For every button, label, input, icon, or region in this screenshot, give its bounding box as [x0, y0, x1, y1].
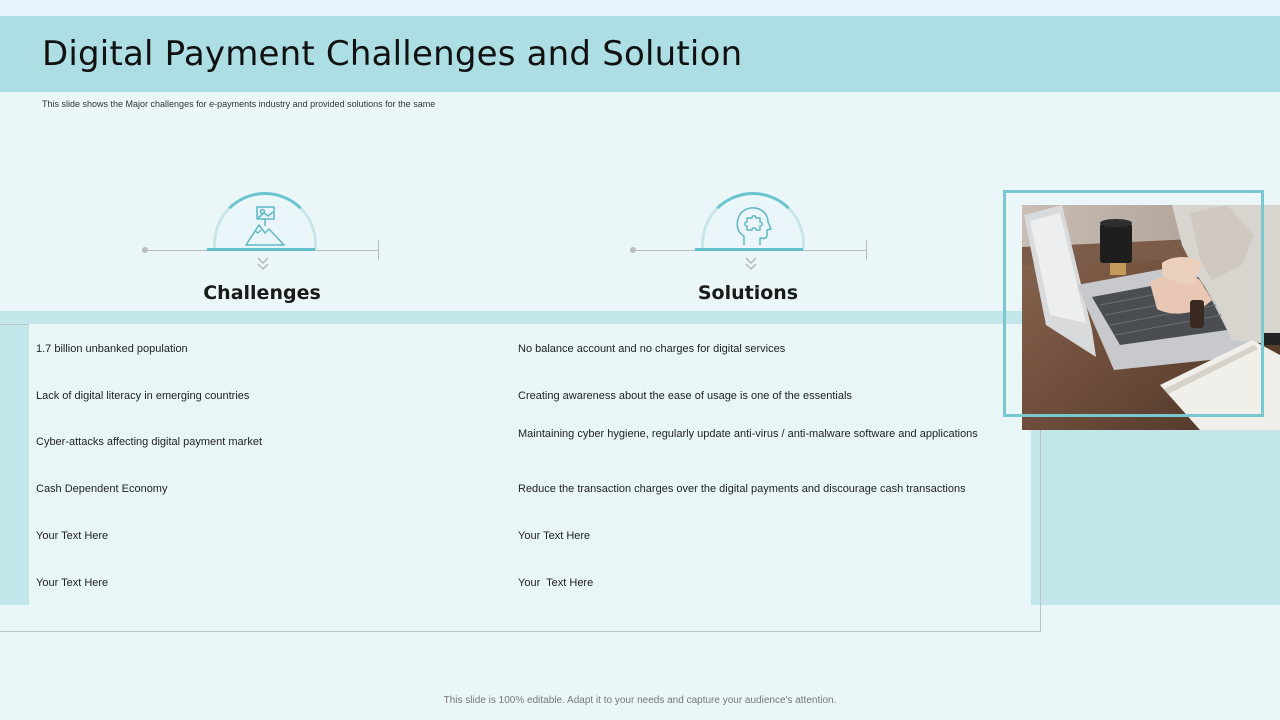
solution-text: Your Text Here: [518, 530, 591, 542]
challenge-text: Your Text Here: [36, 530, 109, 542]
chevron-down-icon: [744, 256, 758, 272]
chevron-down-icon: [256, 256, 270, 272]
challenge-text: Cyber-attacks affecting digital payment market: [36, 436, 263, 448]
content-card: [29, 324, 1031, 605]
solution-text: Creating awareness about the ease of usage is one of the essentials: [518, 390, 852, 402]
challenges-heading: Challenges: [203, 282, 321, 304]
challenges-badge: [145, 188, 385, 278]
solutions-heading: Solutions: [697, 282, 799, 304]
badge-accent-bar: [207, 248, 315, 251]
solution-text: Maintaining cyber hygiene, regularly update anti-virus / anti-malware software and applications: [518, 428, 978, 440]
badge-dot: [630, 247, 636, 253]
badge-tick: [378, 240, 379, 260]
solutions-badge: [633, 188, 873, 278]
slide-title: Digital Payment Challenges and Solution: [42, 34, 743, 74]
title-bar: [0, 16, 1280, 92]
photo-frame: [1003, 190, 1264, 417]
challenge-text: 1.7 billion unbanked population: [36, 343, 188, 355]
slide-subtitle: This slide shows the Major challenges for e-payments industry and provided solutions for the same: [42, 99, 436, 109]
badge-dot: [142, 247, 148, 253]
mountain-flag-icon: [243, 204, 287, 248]
badge-accent-bar: [695, 248, 803, 251]
badge-tick: [866, 240, 867, 260]
challenge-text: Cash Dependent Economy: [36, 483, 168, 495]
challenge-text: Your Text Here: [36, 577, 109, 589]
challenge-text: Lack of digital literacy in emerging countries: [36, 390, 250, 402]
slide-footer: This slide is 100% editable. Adapt it to your needs and capture your audience's attention.: [443, 695, 837, 706]
head-puzzle-icon: [731, 204, 775, 248]
solution-text: No balance account and no charges for digital services: [518, 343, 786, 355]
solution-text: Your Text Here: [518, 577, 594, 589]
solution-text: Reduce the transaction charges over the digital payments and discourage cash transactions: [518, 483, 966, 495]
top-strip: [0, 0, 1280, 16]
